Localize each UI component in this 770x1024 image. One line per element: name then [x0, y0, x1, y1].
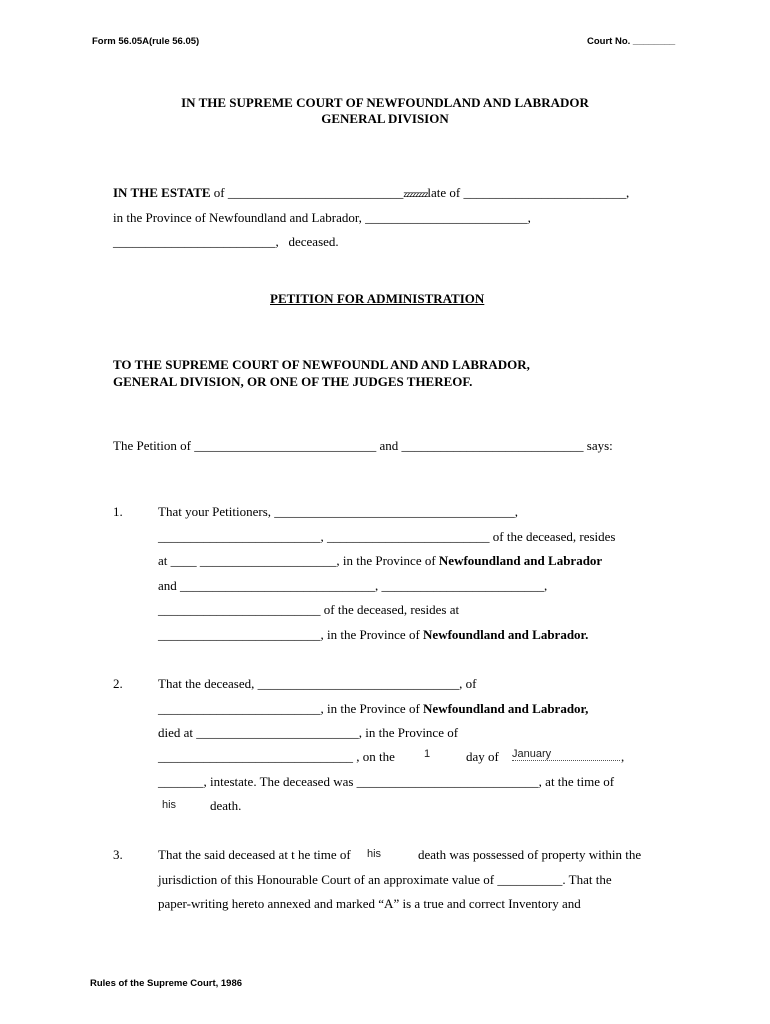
para3-line1-end: death was possessed of property within the [418, 847, 642, 862]
para2-line2-text: _________________________, in the Province of [158, 701, 420, 716]
para1-line4[interactable]: and ______________________________, _________________________, [158, 578, 548, 593]
province-name: Newfoundland and Labrador [438, 553, 603, 568]
para1-line3[interactable] [158, 553, 602, 569]
para1-line5[interactable]: _________________________ of the deceased, resides at [158, 602, 460, 617]
day-of-label: day of [466, 749, 499, 764]
address-line-1: TO THE SUPREME COURT OF NEWFOUNDL AND AND LABRADOR, [113, 357, 530, 372]
estate-scribble: zzzzzzzz [403, 190, 428, 199]
deceased-blank[interactable]: _________________________, [113, 234, 279, 249]
para3-line2[interactable]: jurisdiction of this Honourable Court of an approximate value of __________. That the [158, 872, 612, 887]
province-name: Newfoundland and Labrador, [423, 701, 589, 716]
para1-line2[interactable]: _________________________, _________________________ of the deceased, resides [158, 529, 616, 544]
para1-line6[interactable] [158, 627, 588, 643]
footer-rules: Rules of the Supreme Court, 1986 [90, 978, 243, 989]
para1-number: 1. [113, 504, 123, 519]
para2-line5[interactable]: _______, intestate. The deceased was ____________________________, at the time of [158, 774, 615, 789]
para1-line3-text: at ____ _____________________, in the Province of [158, 553, 436, 568]
petition-title: PETITION FOR ADMINISTRATION [270, 291, 485, 306]
para1-line6-text: _________________________, in the Province of [158, 627, 420, 642]
month-field[interactable]: January [512, 748, 620, 761]
pronoun-field[interactable]: his [162, 799, 177, 811]
para2-line4-text: ______________________________ , on the [158, 749, 395, 764]
day-field[interactable]: 1 [424, 748, 431, 760]
estate-deceased-line [113, 234, 339, 250]
estate-of-blank[interactable]: of ___________________________ [213, 185, 404, 200]
court-title: IN THE SUPREME COURT OF NEWFOUNDLAND AND LABRADOR [181, 95, 589, 110]
petition-of-line[interactable]: The Petition of ____________________________ and ____________________________ says: [113, 438, 613, 453]
court-division: GENERAL DIVISION [321, 111, 449, 126]
province-name: Newfoundland and Labrador. [423, 627, 589, 642]
para2-line1[interactable]: That the deceased, _______________________________, of [158, 676, 477, 691]
para2-line4[interactable] [158, 749, 395, 765]
form-reference: Form 56.05A(rule 56.05) [92, 36, 200, 47]
para2-line6: death. [210, 798, 242, 813]
para2-line2[interactable] [158, 701, 588, 717]
estate-label: IN THE ESTATE [113, 185, 211, 200]
para1-line1[interactable]: That your Petitioners, _____________________________________, [158, 504, 519, 519]
para3-number: 3. [113, 847, 123, 862]
pronoun-field[interactable]: his [367, 848, 382, 860]
deceased-label: deceased. [288, 234, 339, 249]
court-number: Court No. ________ [587, 36, 676, 47]
para2-number: 2. [113, 676, 123, 691]
address-line-2: GENERAL DIVISION, OR ONE OF THE JUDGES THEREOF. [113, 374, 473, 389]
estate-province-line[interactable]: in the Province of Newfoundland and Labrador, _________________________, [113, 210, 531, 225]
para3-line1-start: That the said deceased at t he time of [158, 847, 351, 862]
para2-line4-comma: , [621, 749, 625, 764]
para3-line3: paper-writing hereto annexed and marked “A” is a true and correct Inventory and [158, 896, 581, 911]
estate-late-of-blank[interactable]: late of _________________________, [427, 185, 630, 200]
estate-line [113, 185, 629, 201]
para2-line3[interactable]: died at _________________________, in the Province of [158, 725, 459, 740]
